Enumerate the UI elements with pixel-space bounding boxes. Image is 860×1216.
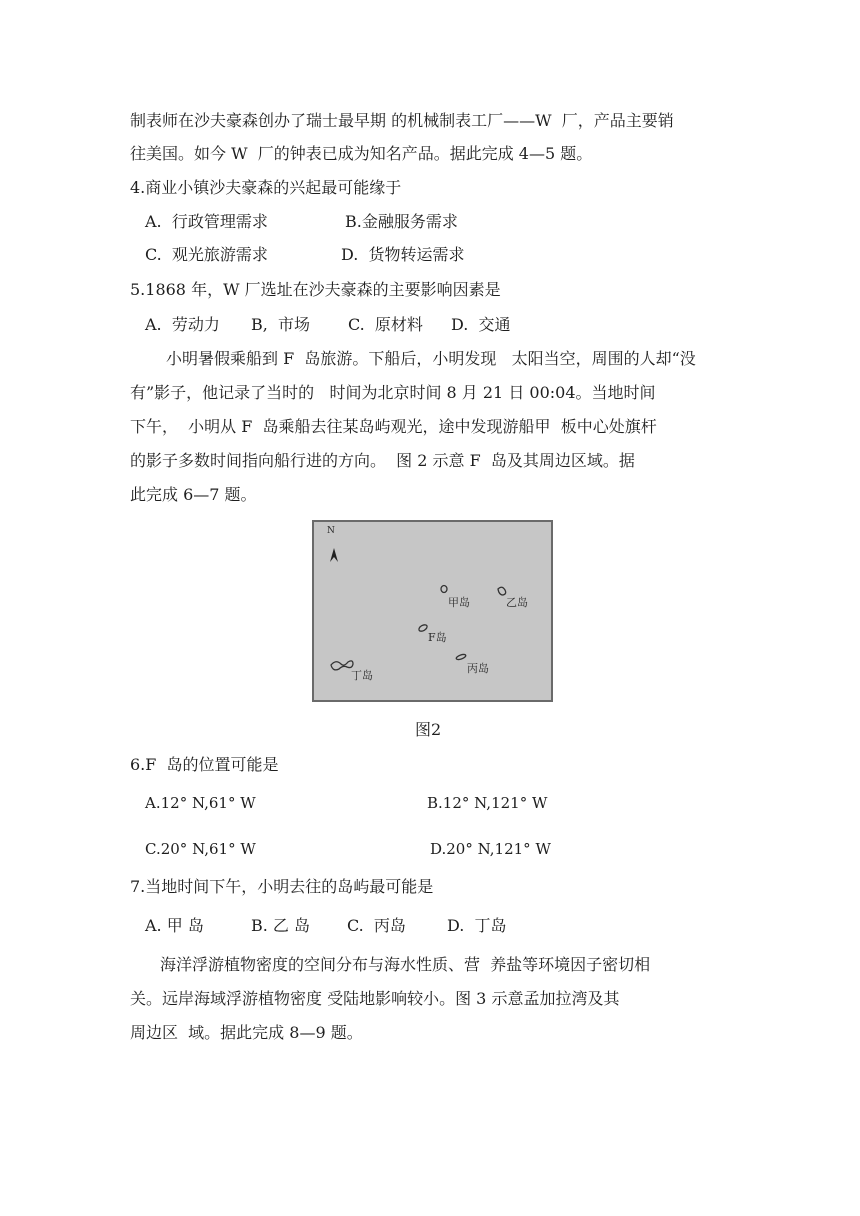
question-5-option-d: D. 交通 bbox=[451, 315, 511, 334]
island-jia-shape bbox=[441, 586, 447, 593]
figure-caption: 图2 bbox=[415, 720, 442, 739]
question-7-option-d: D. 丁岛 bbox=[447, 916, 507, 935]
island-label-f: F岛 bbox=[428, 631, 447, 644]
question-4-stem: 4.商业小镇沙夫豪森的兴起最可能缘于 bbox=[130, 178, 402, 197]
question-7-option-a: A. 甲 岛 bbox=[145, 916, 204, 935]
question-5-option-a: A. 劳动力 bbox=[145, 315, 220, 334]
question-6-option-d: D.20° N,121° W bbox=[430, 840, 551, 858]
question-7-option-b: B. 乙 岛 bbox=[251, 916, 311, 935]
paragraph-text: 的影子多数时间指向船行进的方向。 图 2 示意 F 岛及其周边区域。据 bbox=[130, 451, 635, 470]
question-4-option-d: D. 货物转运需求 bbox=[341, 245, 465, 264]
question-4-option-a: A. 行政管理需求 bbox=[145, 212, 268, 231]
question-6-option-a: A.12° N,61° W bbox=[145, 794, 256, 812]
question-6-option-c: C.20° N,61° W bbox=[145, 840, 256, 858]
question-6-option-b: B.12° N,121° W bbox=[427, 794, 548, 812]
paragraph-text: 此完成 6—7 题。 bbox=[130, 485, 257, 504]
north-label: N bbox=[327, 526, 335, 536]
question-5-option-c: C. 原材料 bbox=[348, 315, 423, 334]
paragraph-text: 有”影子，他记录了当时的 时间为北京时间 8 月 21 日 00:04。当地时间 bbox=[130, 383, 656, 402]
paragraph-text: 周边区 域。据此完成 8—9 题。 bbox=[130, 1023, 363, 1042]
paragraph-text: 海洋浮游植物密度的空间分布与海水性质、营 养盐等环境因子密切相 bbox=[160, 955, 651, 974]
island-label-bing: 丙岛 bbox=[467, 662, 489, 675]
island-yi-shape bbox=[498, 587, 506, 595]
paragraph-text: 关。远岸海域浮游植物密度 受陆地影响较小。图 3 示意孟加拉湾及其 bbox=[130, 989, 620, 1008]
paragraph-text: 小明暑假乘船到 F 岛旅游。下船后，小明发现 太阳当空，周围的人却“没 bbox=[166, 349, 696, 368]
island-label-ding: 丁岛 bbox=[351, 669, 373, 682]
question-4-option-c: C. 观光旅游需求 bbox=[145, 245, 268, 264]
question-5-stem: 5.1868 年，W 厂选址在沙夫豪森的主要影响因素是 bbox=[130, 280, 501, 299]
island-bing-shape bbox=[456, 653, 467, 660]
question-4-option-b: B.金融服务需求 bbox=[345, 212, 458, 231]
question-7-option-c: C. 丙岛 bbox=[347, 916, 406, 935]
island-f-shape bbox=[418, 623, 428, 632]
paragraph-text: 下午， 小明从 F 岛乘船去往某岛屿观光，途中发现游船甲 板中心处旗杆 bbox=[130, 417, 657, 436]
north-arrow-icon bbox=[330, 548, 338, 562]
island-ding-shape bbox=[331, 661, 353, 670]
island-map-figure bbox=[312, 520, 553, 702]
island-label-yi: 乙岛 bbox=[506, 596, 528, 609]
island-label-jia: 甲岛 bbox=[448, 596, 470, 609]
question-5-option-b: B, 市场 bbox=[251, 315, 311, 334]
paragraph-text: 制表师在沙夫豪森创办了瑞士最早期 的机械制表工厂——W 厂，产品主要销 bbox=[130, 111, 674, 130]
question-6-stem: 6.F 岛的位置可能是 bbox=[130, 755, 279, 774]
question-7-stem: 7.当地时间下午，小明去往的岛屿最可能是 bbox=[130, 877, 434, 896]
paragraph-text: 往美国。如今 W 厂的钟表已成为知名产品。据此完成 4—5 题。 bbox=[130, 144, 593, 163]
